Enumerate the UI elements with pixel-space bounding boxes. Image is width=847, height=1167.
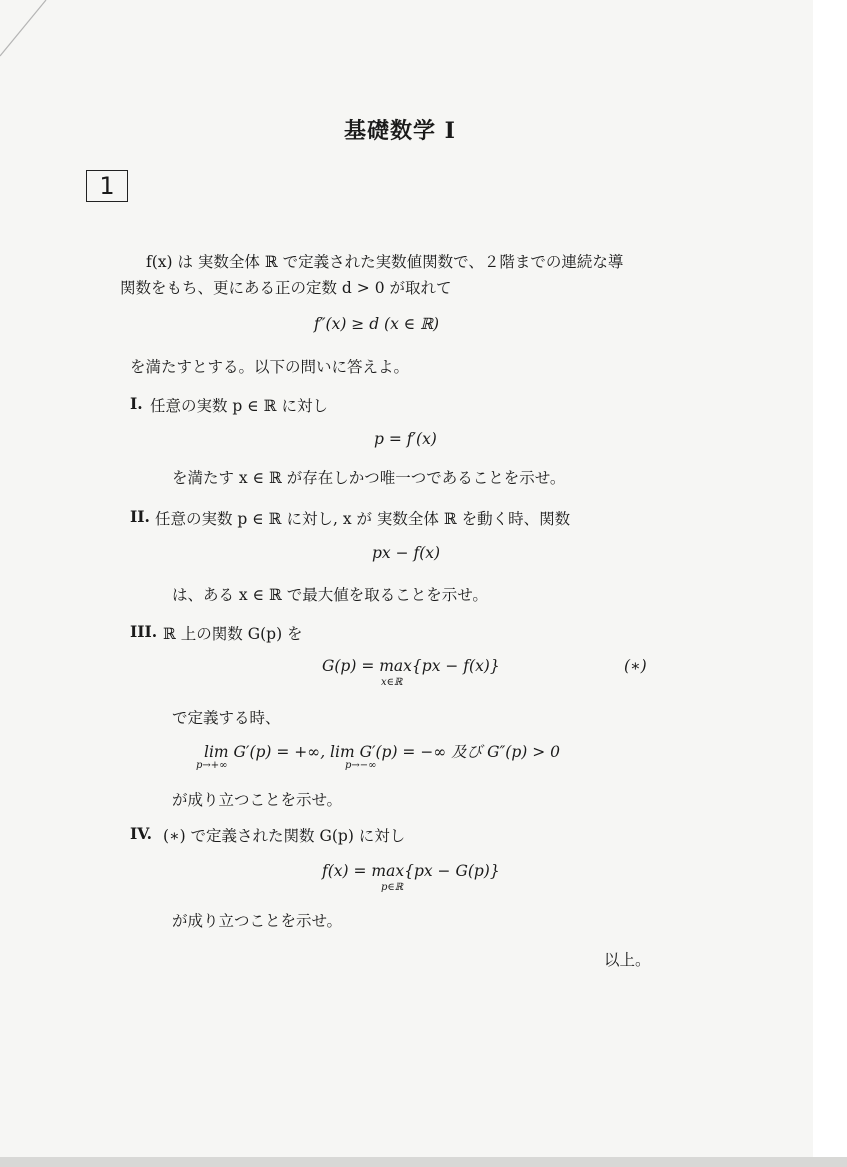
- question-4-tail: が成り立つことを示せ。: [172, 912, 343, 930]
- question-1-text: 任意の実数 p ∈ ℝ に対し: [150, 397, 328, 415]
- problem-number-box: 1: [86, 170, 128, 202]
- question-4-equation: f(x) = max{px − G(p)}: [322, 862, 500, 880]
- question-1-equation: p = f′(x): [374, 430, 437, 448]
- question-1-tail: を満たす x ∈ ℝ が存在しかつ唯一つであることを示せ。: [172, 469, 566, 487]
- equation-tag: (∗): [624, 657, 647, 675]
- question-3-tail: が成り立つことを示せ。: [172, 791, 343, 809]
- question-3-equation: G(p) = max{px − f(x)}: [322, 657, 500, 675]
- question-2-text: 任意の実数 p ∈ ℝ に対し, x が 実数全体 ℝ を動く時、関数: [155, 510, 571, 528]
- question-4-text: (∗) で定義された関数 G(p) に対し: [163, 827, 406, 845]
- question-2-equation: px − f(x): [372, 544, 441, 562]
- scan-right-margin: [813, 0, 847, 1167]
- question-4-equation-subscript: p∈ℝ: [381, 882, 404, 893]
- question-4-label: IV.: [130, 824, 152, 843]
- intro-line-1: f(x) は 実数全体 ℝ で定義された実数値関数で、２階までの連続な導: [146, 253, 624, 271]
- limit-2-subscript: p→−∞: [345, 760, 377, 771]
- intro-equation: f″(x) ≥ d (x ∈ ℝ): [314, 315, 440, 333]
- intro-line-2: 関数をもち、更にある正の定数 d > 0 が取れて: [120, 279, 452, 297]
- question-3-equation-subscript: x∈ℝ: [381, 677, 403, 688]
- question-3-limits: lim G′(p) = +∞, lim G′(p) = −∞ 及び G″(p) > 0: [204, 743, 560, 761]
- question-2-tail: は、ある x ∈ ℝ で最大値を取ることを示せ。: [172, 586, 488, 604]
- scan-bottom-edge: [0, 1157, 847, 1167]
- question-3-label: III.: [130, 622, 158, 641]
- limit-1-subscript: p→+∞: [196, 760, 228, 771]
- question-3-text: ℝ 上の関数 G(p) を: [163, 625, 303, 643]
- question-2-label: II.: [130, 507, 150, 526]
- closing-text: 以上。: [604, 951, 651, 969]
- page-title: 基礎数学 I: [344, 118, 456, 144]
- folded-corner-mark: [0, 0, 60, 60]
- question-1-label: I.: [130, 394, 143, 413]
- intro-line-3: を満たすとする。以下の問いに答えよ。: [130, 358, 410, 376]
- question-3-mid: で定義する時、: [172, 709, 281, 727]
